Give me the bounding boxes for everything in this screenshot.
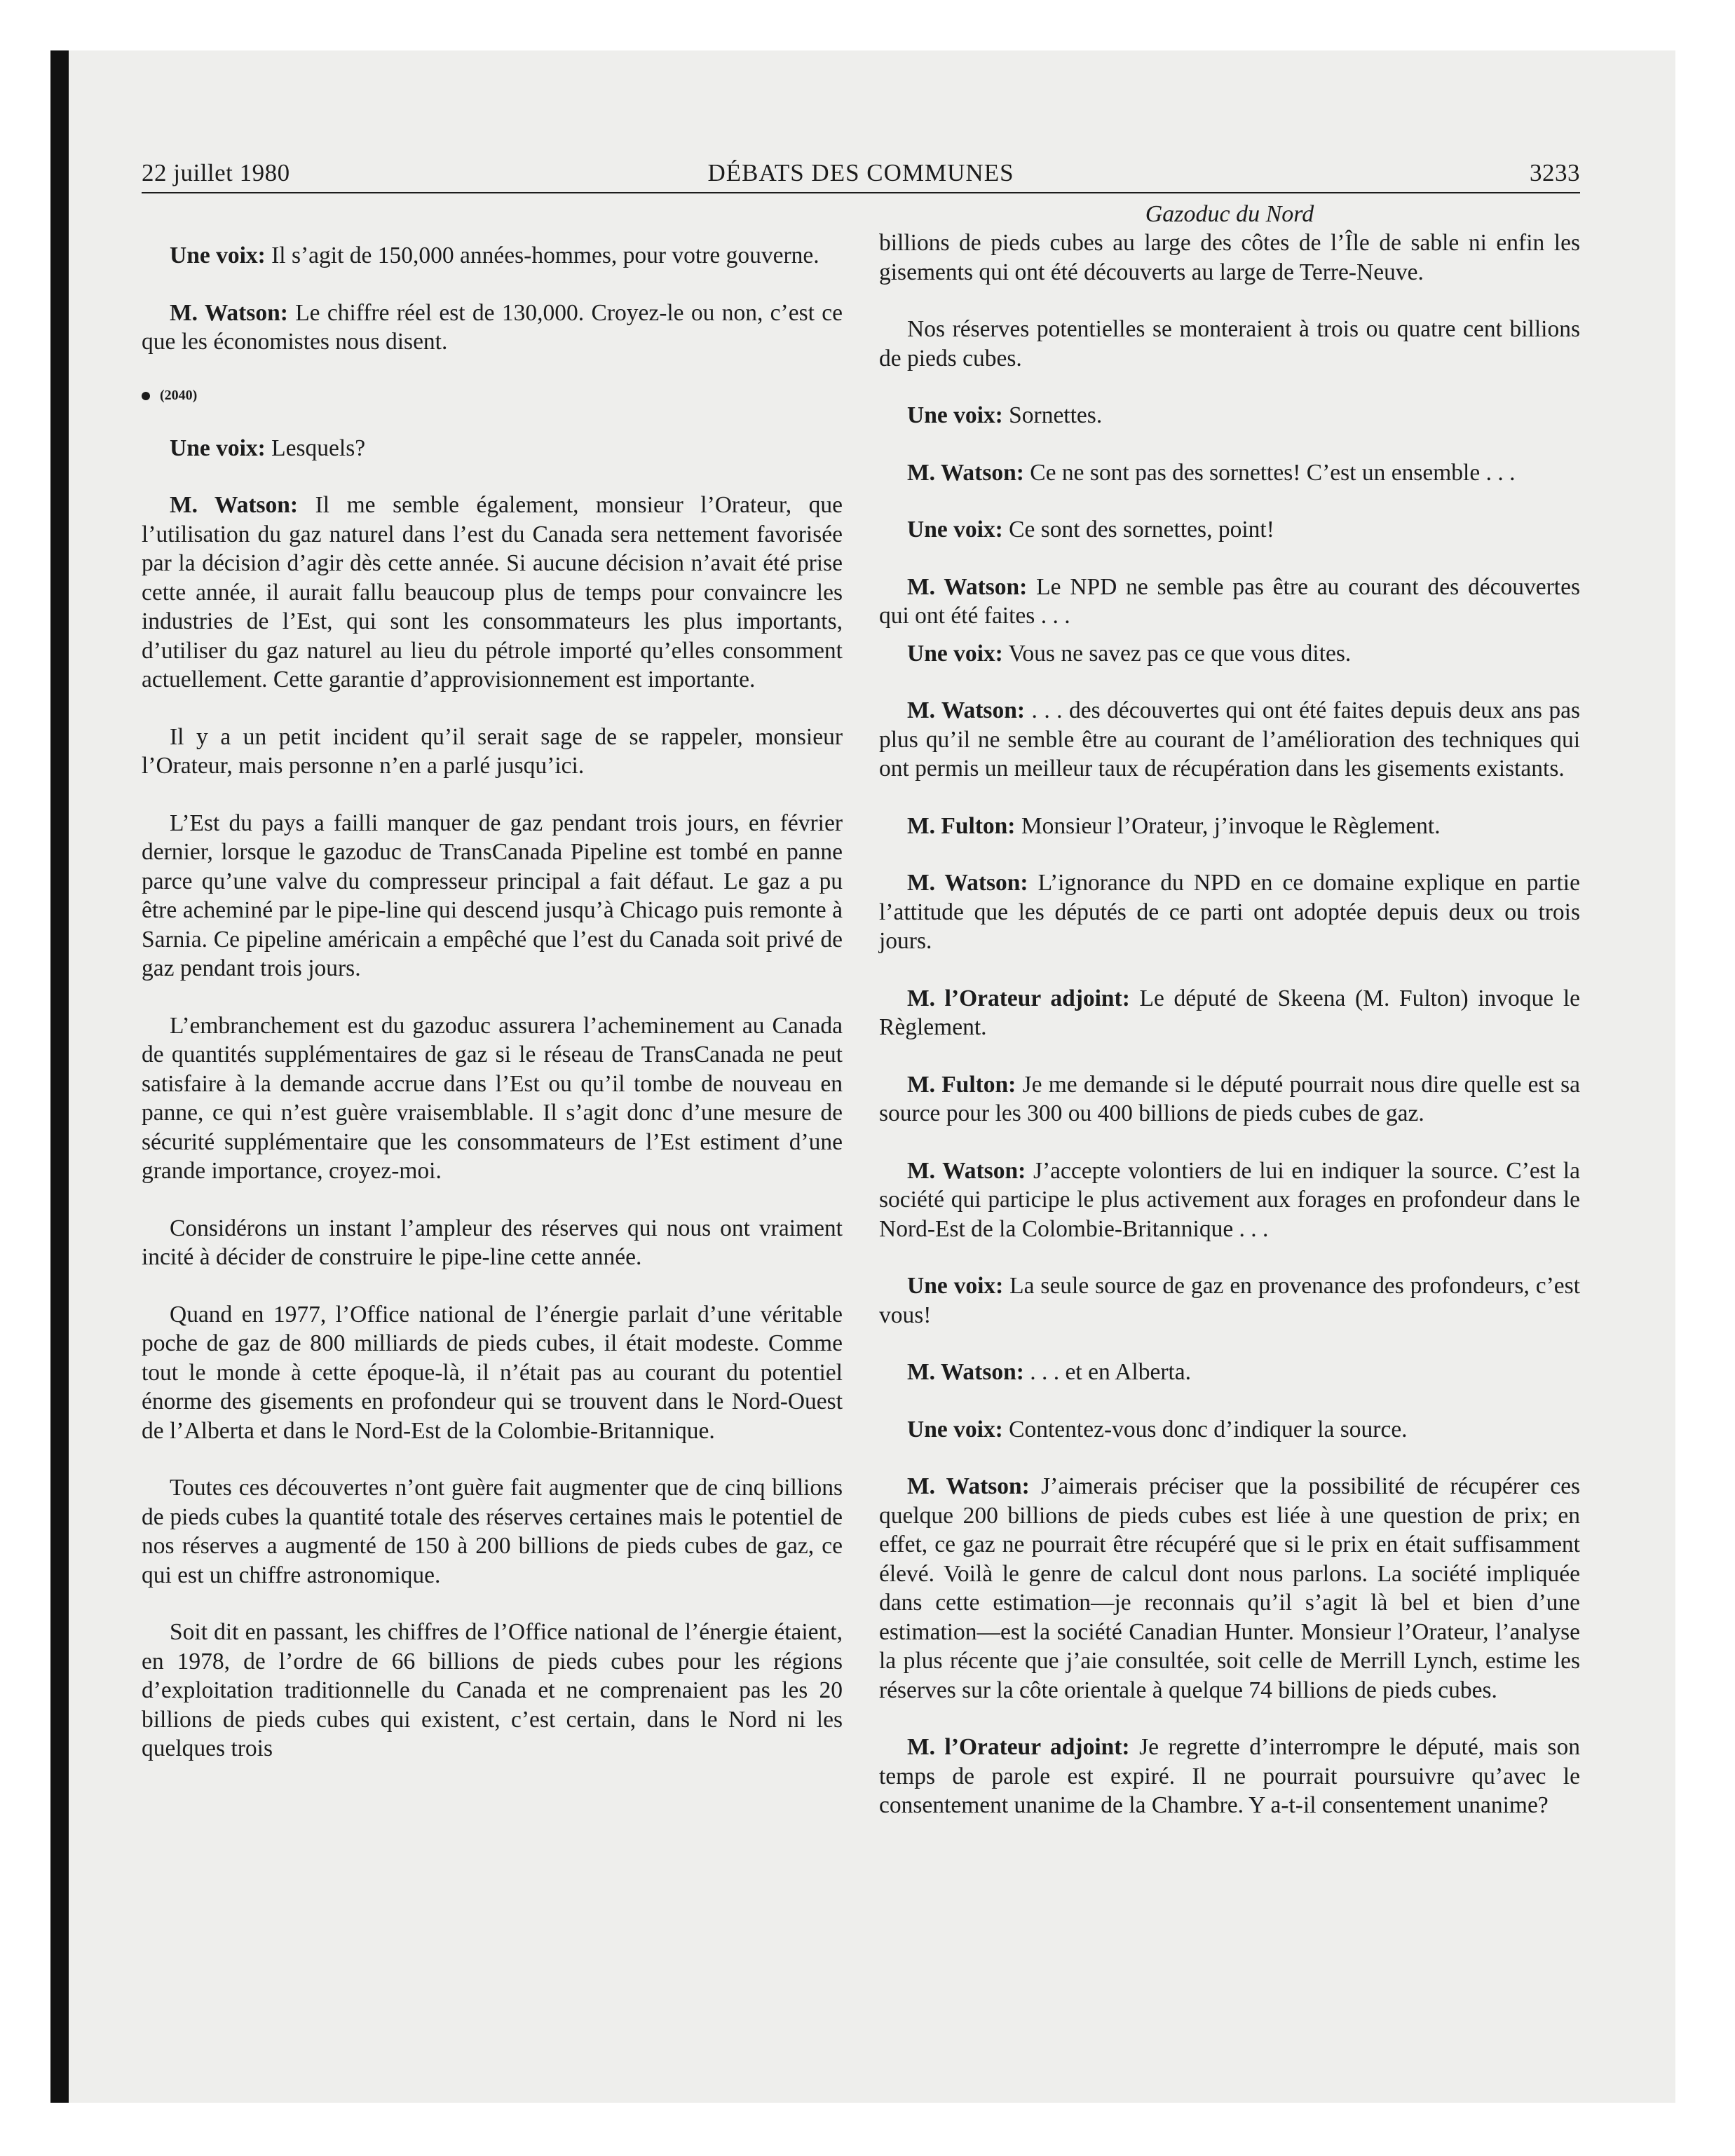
left-column bbox=[142, 241, 843, 1763]
text-paragraph bbox=[142, 809, 843, 983]
paragraph-text: Considérons un instant l’ampleur des réserves qui nous ont vraiment incité à décider de construire le pipe-line cette année. bbox=[142, 1215, 843, 1270]
paragraph-text: Il me semble également, monsieur l’Orateur, que l’utilisation du gaz naturel dans l’est du Canada sera nettement favorisée par la décision d’agir dès cette année. Si aucune décision n’avait été prise cette année, il aurait fallu beaucoup plus de temps pour convaincre les industries de l’Est, qui sont les consommateurs les plus importants, d’utiliser du gaz naturel au lieu du pétrole importé qu’elles consomment actuellement. Cette garantie d’approvisionnement est importante. bbox=[142, 492, 843, 692]
paragraph-text: Le NPD ne semble pas être au courant des découvertes qui ont été faites . . . bbox=[879, 573, 1580, 629]
paragraph-text: Sornettes. bbox=[1002, 402, 1103, 428]
paragraph-text: L’ignorance du NPD en ce domaine explique en partie l’attitude que les députés de ce parti ont adoptée depuis deux ou trois jours. bbox=[879, 870, 1580, 954]
text-paragraph bbox=[142, 723, 843, 781]
paragraph-text: La seule source de gaz en provenance des profondeurs, c’est vous! bbox=[879, 1273, 1581, 1328]
paragraph-text: Soit dit en passant, les chiffres de l’Office national de l’énergie étaient, en 1978, de l’ordre de 66 billions de pieds cubes pour les régions d’exploitation traditionnelle du Canada et ne comprenaient pas les 20 billions de pieds cubes qui existent, c’est certain, dans le Nord ni les quelques trois bbox=[142, 1619, 843, 1761]
speech-paragraph bbox=[879, 1157, 1580, 1244]
speaker-name: M. Watson: bbox=[907, 1157, 1026, 1184]
speech-paragraph bbox=[879, 515, 1580, 545]
text-paragraph bbox=[879, 228, 1580, 287]
speaker-name: M. Watson: bbox=[907, 1359, 1024, 1385]
paragraph-text: Il y a un petit incident qu’il serait sage de se rappeler, monsieur l’Orateur, mais personne n’en a parlé jusqu’ici. bbox=[142, 723, 843, 779]
speech-paragraph bbox=[879, 1271, 1580, 1330]
right-column bbox=[879, 200, 1580, 1820]
text-paragraph bbox=[142, 1618, 843, 1763]
speaker-name: M. l’Orateur adjoint: bbox=[907, 1734, 1130, 1760]
speech-paragraph bbox=[879, 868, 1580, 956]
speaker-name: Une voix: bbox=[170, 435, 266, 461]
speech-paragraph bbox=[142, 434, 843, 463]
paragraph-text: Vous ne savez pas ce que vous dites. bbox=[1002, 640, 1352, 667]
text-paragraph bbox=[142, 1214, 843, 1272]
speaker-name: Une voix: bbox=[907, 402, 1003, 428]
paragraph-text: L’embranchement est du gazoduc assurera l’acheminement au Canada de quantités supplémentaires de gaz si le réseau de TransCanada ne peut satisfaire à la demande accrue dans l’Est ou qu’il tombe de nouveau en panne, ce qui n’est guère vraisemblable. Il s’agit donc d’une mesure de sécurité supplémentaire que les consommateurs de l’Est estiment d’une grande importance, croyez-moi. bbox=[142, 1012, 843, 1184]
speaker-name: Une voix: bbox=[907, 1416, 1003, 1442]
time-marker-text: (2040) bbox=[160, 387, 198, 403]
speaker-name: Une voix: bbox=[907, 640, 1003, 667]
paragraph-text: . . . et en Alberta. bbox=[1023, 1359, 1192, 1385]
paragraph-text: Je me demande si le député pourrait nous dire quelle est sa source pour les 300 ou 400 billions de pieds cubes de gaz. bbox=[879, 1071, 1581, 1126]
speech-paragraph bbox=[879, 1358, 1580, 1387]
speaker-name: M. Watson: bbox=[907, 870, 1028, 896]
speaker-name: M. l’Orateur adjoint: bbox=[907, 985, 1130, 1011]
bullet-dot-icon bbox=[142, 392, 150, 400]
speech-paragraph bbox=[879, 458, 1580, 488]
speech-paragraph bbox=[879, 639, 1580, 669]
header-title: DÉBATS DES COMMUNES bbox=[707, 159, 1014, 186]
speaker-name: M. Watson: bbox=[907, 573, 1028, 600]
paragraph-text: J’aimerais préciser que la possibilité de récupérer ces quelque 200 billions de pieds cubes est liée à une question de prix; en effet, ce gaz ne pourrait être récupéré que si le prix en était suffisamment élevé. Voilà le genre de calcul dont nous parlons. La société impliquée dans cette estimation—je reconnais qu’il s’agit là bel et bien d’une estimation—est la société Canadian Hunter. Monsieur l’Orateur, l’analyse la plus récente que j’aie consultée, soit celle de Merrill Lynch, estime les réserves sur la côte orientale à quelque 74 billions de pieds cubes. bbox=[879, 1473, 1580, 1703]
paragraph-text: Le chiffre réel est de 130,000. Croyez-le ou non, c’est ce que les économistes nous disent. bbox=[142, 299, 843, 355]
paragraph-text: Nos réserves potentielles se monteraient à trois ou quatre cent billions de pieds cubes. bbox=[879, 316, 1580, 371]
paragraph-text: J’accepte volontiers de lui en indiquer la source. C’est la société qui participe le plus activement aux forages en profondeur dans le Nord-Est de la Colombie-Britannique . . . bbox=[879, 1157, 1580, 1242]
paragraph-text: Quand en 1977, l’Office national de l’énergie parlait d’une véritable poche de gaz de 800 milliards de pieds cubes, il était modeste. Comme tout le monde à cette époque-là, il n’était pas au courant du potentiel énorme des gisements en profondeur qui se trouvent dans le Nord-Ouest de l’Alberta et dans le Nord-Est de la Colombie-Britannique. bbox=[142, 1301, 843, 1444]
speaker-name: M. Fulton: bbox=[907, 812, 1016, 839]
paragraph-text: Ce sont des sornettes, point! bbox=[1002, 517, 1274, 543]
speech-paragraph bbox=[879, 573, 1580, 631]
paragraph-text: Ce ne sont pas des sornettes! C’est un ensemble . . . bbox=[1023, 459, 1516, 486]
text-paragraph bbox=[142, 1011, 843, 1186]
speech-paragraph bbox=[879, 401, 1580, 430]
text-paragraph bbox=[879, 315, 1580, 373]
running-head bbox=[142, 157, 1580, 189]
text-paragraph bbox=[142, 1473, 843, 1590]
header-date: 22 juillet 1980 bbox=[142, 159, 290, 186]
header-page-number: 3233 bbox=[1530, 159, 1580, 186]
speech-paragraph bbox=[142, 299, 843, 357]
speech-paragraph bbox=[879, 1733, 1580, 1820]
paragraph-text: Lesquels? bbox=[265, 435, 366, 461]
time-marker bbox=[142, 385, 843, 406]
speech-paragraph bbox=[879, 1472, 1580, 1705]
speaker-name: Une voix: bbox=[907, 517, 1003, 543]
paragraph-text: Monsieur l’Orateur, j’invoque le Règlement. bbox=[1015, 812, 1441, 839]
scan-edge-bar bbox=[50, 50, 69, 2103]
speech-paragraph bbox=[879, 1415, 1580, 1445]
right-column-body bbox=[879, 228, 1580, 1820]
header-rule bbox=[142, 192, 1580, 193]
speaker-name: Une voix: bbox=[907, 1273, 1004, 1299]
paragraph-text: Toutes ces découvertes n’ont guère fait augmenter que de cinq billions de pieds cubes la quantité totale des réserves certaines mais le potentiel de nos réserves a augmenté de 150 à 200 billions de pieds cubes de gaz, ce qui est un chiffre astronomique. bbox=[142, 1475, 843, 1588]
paragraph-text: Il s’agit de 150,000 années-hommes, pour votre gouverne. bbox=[265, 243, 819, 268]
speaker-name: M. Watson: bbox=[907, 1473, 1030, 1499]
paragraph-text: . . . des découvertes qui ont été faites depuis deux ans pas plus qu’il ne semble être au courant de l’amélioration des techniques qui ont permis un meilleur taux de récupération dans les gisements existants. bbox=[879, 697, 1580, 782]
speech-paragraph bbox=[142, 241, 843, 271]
paragraph-text: L’Est du pays a failli manquer de gaz pendant trois jours, en février dernier, lorsque le gazoduc de TransCanada Pipeline est tombé en panne parce qu’une valve du compresseur principal a fait défaut. Le gaz a pu être acheminé par le pipe-line qui descend jusqu’à Chicago puis remonte à Sarnia. Ce pipeline américain a empêché que l’est du Canada soit privé de gaz pendant trois jours. bbox=[142, 810, 843, 981]
text-paragraph bbox=[142, 1300, 843, 1446]
speaker-name: M. Watson: bbox=[170, 492, 299, 518]
speaker-name: M. Watson: bbox=[170, 299, 288, 326]
speaker-name: Une voix: bbox=[170, 243, 266, 268]
section-title: Gazoduc du Nord bbox=[1145, 201, 1314, 227]
speech-paragraph bbox=[879, 984, 1580, 1042]
speech-paragraph bbox=[142, 491, 843, 695]
speaker-name: M. Watson: bbox=[907, 459, 1024, 486]
speaker-name: M. Watson: bbox=[907, 697, 1025, 723]
paragraph-text: Le député de Skeena (M. Fulton) invoque le Règlement. bbox=[879, 985, 1580, 1040]
document-page bbox=[142, 157, 1581, 1818]
speech-paragraph bbox=[879, 812, 1580, 841]
paragraph-text: billions de pieds cubes au large des côtes de l’Île de sable ni enfin les gisements qui ont été découverts au large de Terre-Neuve. bbox=[879, 230, 1580, 285]
speech-paragraph bbox=[879, 696, 1580, 784]
paragraph-text: Je regrette d’interrompre le député, mais son temps de parole est expiré. Il ne pourrait poursuivre qu’avec le consentement unanime de la Chambre. Y a-t-il consentement unanime? bbox=[879, 1734, 1580, 1818]
speaker-name: M. Fulton: bbox=[907, 1071, 1016, 1098]
speech-paragraph bbox=[879, 1070, 1580, 1128]
paragraph-text: Contentez-vous donc d’indiquer la source. bbox=[1002, 1416, 1408, 1442]
